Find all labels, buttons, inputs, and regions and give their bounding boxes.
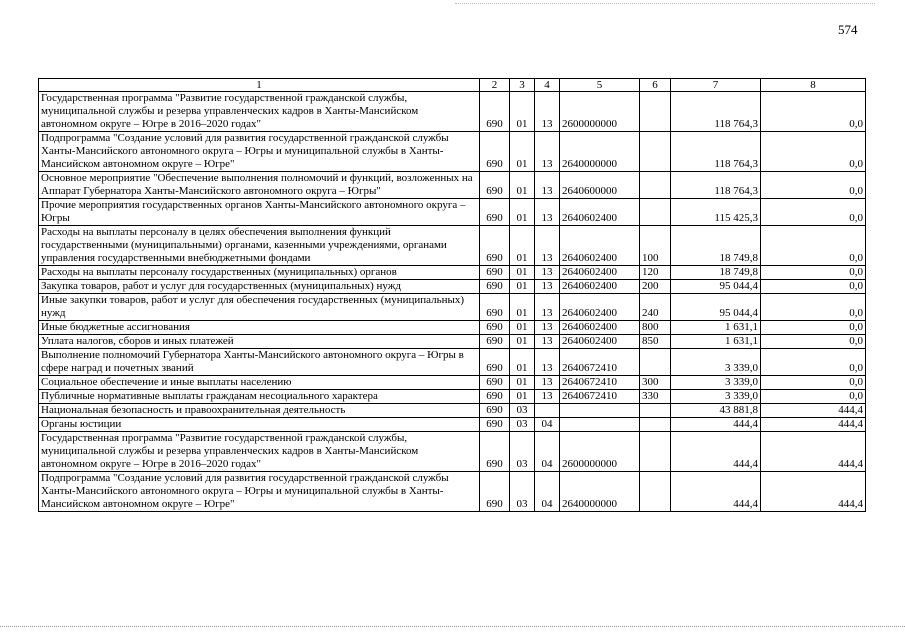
subsection-cell: 13 xyxy=(535,226,560,266)
expense-type-cell: 240 xyxy=(640,294,671,321)
section-cell: 01 xyxy=(510,349,535,376)
amount-cell: 18 749,8 xyxy=(671,266,761,280)
target-article-cell: 2640672410 xyxy=(560,349,640,376)
row-name-cell: Выполнение полномочий Губернатора Ханты-Мансийского автономного округа – Югры в сфере наград и почетных званий xyxy=(39,349,480,376)
subsection-cell: 13 xyxy=(535,280,560,294)
section-cell: 01 xyxy=(510,376,535,390)
section-cell: 03 xyxy=(510,418,535,432)
expense-type-cell xyxy=(640,172,671,199)
section-cell: 03 xyxy=(510,472,535,512)
subsection-cell: 13 xyxy=(535,172,560,199)
target-article-cell: 2640000000 xyxy=(560,132,640,172)
table-row xyxy=(39,390,866,404)
target-article-cell: 2640602400 xyxy=(560,280,640,294)
amount-cell: 3 339,0 xyxy=(671,349,761,376)
amount-cell: 118 764,3 xyxy=(671,92,761,132)
subsection-cell: 13 xyxy=(535,92,560,132)
header-cell: 8 xyxy=(761,79,866,92)
amount-cell: 444,4 xyxy=(671,472,761,512)
row-name-cell: Закупка товаров, работ и услуг для государственных (муниципальных) нужд xyxy=(39,280,480,294)
amount-cell: 43 881,8 xyxy=(671,404,761,418)
expense-type-cell: 850 xyxy=(640,335,671,349)
subsection-cell: 04 xyxy=(535,472,560,512)
expense-type-cell xyxy=(640,349,671,376)
admin-code-cell: 690 xyxy=(480,404,510,418)
table-row xyxy=(39,418,866,432)
row-name-cell: Публичные нормативные выплаты гражданам несоциального характера xyxy=(39,390,480,404)
expense-type-cell xyxy=(640,132,671,172)
page-number: 574 xyxy=(838,22,858,37)
section-cell: 01 xyxy=(510,92,535,132)
admin-code-cell: 690 xyxy=(480,294,510,321)
amount-subvention-cell: 0,0 xyxy=(761,172,866,199)
amount-cell: 3 339,0 xyxy=(671,390,761,404)
row-name-cell: Прочие мероприятия государственных органов Ханты-Мансийского автономного округа – Югры xyxy=(39,199,480,226)
amount-subvention-cell: 444,4 xyxy=(761,418,866,432)
header-cell: 5 xyxy=(560,79,640,92)
amount-cell: 95 044,4 xyxy=(671,280,761,294)
amount-subvention-cell: 0,0 xyxy=(761,280,866,294)
amount-subvention-cell: 0,0 xyxy=(761,321,866,335)
table-row xyxy=(39,321,866,335)
subsection-cell: 13 xyxy=(535,266,560,280)
table-row xyxy=(39,472,866,512)
row-name-cell: Подпрограмма "Создание условий для развития государственной гражданской службы Ханты-Мансийского автономного округа – Югры и муниципальной службы в Ханты-Мансийском автономном округе – Югре" xyxy=(39,472,480,512)
expense-type-cell xyxy=(640,404,671,418)
row-name-cell: Основное мероприятие "Обеспечение выполнения полномочий и функций, возложенных на Аппарат Губернатора Ханты-Мансийского автономного округа – Югры" xyxy=(39,172,480,199)
target-article-cell: 2640672410 xyxy=(560,390,640,404)
section-cell: 01 xyxy=(510,132,535,172)
row-name-cell: Расходы на выплаты персоналу в целях обеспечения выполнения функций государственными (муниципальными) органами, казенными учреждениями, органами управления государственными внебюджетными фондами xyxy=(39,226,480,266)
target-article-cell: 2640602400 xyxy=(560,266,640,280)
target-article-cell: 2640602400 xyxy=(560,335,640,349)
admin-code-cell: 690 xyxy=(480,266,510,280)
admin-code-cell: 690 xyxy=(480,132,510,172)
amount-cell: 118 764,3 xyxy=(671,172,761,199)
table-row xyxy=(39,349,866,376)
subsection-cell: 13 xyxy=(535,376,560,390)
target-article-cell: 2640602400 xyxy=(560,199,640,226)
amount-cell: 444,4 xyxy=(671,432,761,472)
amount-cell: 95 044,4 xyxy=(671,294,761,321)
row-name-cell: Иные закупки товаров, работ и услуг для обеспечения государственных (муниципальных) нужд xyxy=(39,294,480,321)
amount-subvention-cell: 0,0 xyxy=(761,335,866,349)
table-body xyxy=(39,92,866,512)
amount-subvention-cell: 0,0 xyxy=(761,92,866,132)
target-article-cell: 2600000000 xyxy=(560,432,640,472)
expense-type-cell xyxy=(640,418,671,432)
scan-artifact-top xyxy=(455,3,875,4)
table-row xyxy=(39,266,866,280)
section-cell: 01 xyxy=(510,226,535,266)
admin-code-cell: 690 xyxy=(480,418,510,432)
subsection-cell: 04 xyxy=(535,418,560,432)
expense-type-cell xyxy=(640,92,671,132)
header-cell: 4 xyxy=(535,79,560,92)
expense-type-cell: 330 xyxy=(640,390,671,404)
table-row xyxy=(39,199,866,226)
row-name-cell: Подпрограмма "Создание условий для развития государственной гражданской службы Ханты-Мансийского автономного округа – Югры и муниципальной службы в Ханты-Мансийском автономном округе – Югре" xyxy=(39,132,480,172)
header-cell: 7 xyxy=(671,79,761,92)
section-cell: 01 xyxy=(510,172,535,199)
table-row xyxy=(39,172,866,199)
amount-subvention-cell: 0,0 xyxy=(761,390,866,404)
table-row xyxy=(39,432,866,472)
table-row xyxy=(39,294,866,321)
target-article-cell: 2640602400 xyxy=(560,226,640,266)
admin-code-cell: 690 xyxy=(480,376,510,390)
expense-type-cell: 100 xyxy=(640,226,671,266)
section-cell: 03 xyxy=(510,404,535,418)
subsection-cell: 13 xyxy=(535,349,560,376)
target-article-cell: 2640602400 xyxy=(560,294,640,321)
section-cell: 03 xyxy=(510,432,535,472)
admin-code-cell: 690 xyxy=(480,390,510,404)
amount-subvention-cell: 0,0 xyxy=(761,132,866,172)
scan-artifact-bottom xyxy=(0,626,905,627)
header-cell: 1 xyxy=(39,79,480,92)
admin-code-cell: 690 xyxy=(480,349,510,376)
admin-code-cell: 690 xyxy=(480,335,510,349)
amount-subvention-cell: 444,4 xyxy=(761,432,866,472)
expense-type-cell: 200 xyxy=(640,280,671,294)
amount-cell: 18 749,8 xyxy=(671,226,761,266)
table-row xyxy=(39,404,866,418)
row-name-cell: Уплата налогов, сборов и иных платежей xyxy=(39,335,480,349)
amount-cell: 115 425,3 xyxy=(671,199,761,226)
admin-code-cell: 690 xyxy=(480,472,510,512)
row-name-cell: Иные бюджетные ассигнования xyxy=(39,321,480,335)
table-header-row xyxy=(39,79,866,92)
amount-subvention-cell: 444,4 xyxy=(761,404,866,418)
table-row xyxy=(39,376,866,390)
subsection-cell: 04 xyxy=(535,432,560,472)
row-name-cell: Национальная безопасность и правоохранительная деятельность xyxy=(39,404,480,418)
amount-cell: 3 339,0 xyxy=(671,376,761,390)
target-article-cell xyxy=(560,404,640,418)
table-row xyxy=(39,92,866,132)
admin-code-cell: 690 xyxy=(480,226,510,266)
amount-subvention-cell: 0,0 xyxy=(761,376,866,390)
admin-code-cell: 690 xyxy=(480,321,510,335)
subsection-cell: 13 xyxy=(535,199,560,226)
subsection-cell xyxy=(535,404,560,418)
amount-subvention-cell: 0,0 xyxy=(761,349,866,376)
expense-type-cell xyxy=(640,472,671,512)
amount-subvention-cell: 0,0 xyxy=(761,199,866,226)
budget-table xyxy=(38,78,866,512)
admin-code-cell: 690 xyxy=(480,92,510,132)
target-article-cell: 2640672410 xyxy=(560,376,640,390)
subsection-cell: 13 xyxy=(535,132,560,172)
target-article-cell: 2640600000 xyxy=(560,172,640,199)
target-article-cell xyxy=(560,418,640,432)
subsection-cell: 13 xyxy=(535,335,560,349)
header-cell: 2 xyxy=(480,79,510,92)
admin-code-cell: 690 xyxy=(480,199,510,226)
admin-code-cell: 690 xyxy=(480,280,510,294)
header-cell: 3 xyxy=(510,79,535,92)
target-article-cell: 2640602400 xyxy=(560,321,640,335)
amount-subvention-cell: 0,0 xyxy=(761,266,866,280)
table-row xyxy=(39,226,866,266)
section-cell: 01 xyxy=(510,266,535,280)
amount-cell: 118 764,3 xyxy=(671,132,761,172)
expense-type-cell xyxy=(640,199,671,226)
expense-type-cell: 800 xyxy=(640,321,671,335)
amount-subvention-cell: 0,0 xyxy=(761,294,866,321)
section-cell: 01 xyxy=(510,335,535,349)
row-name-cell: Государственная программа "Развитие государственной гражданской службы, муниципальной службы и резерва управленческих кадров в Ханты-Мансийском автономном округе – Югре в 2016–2020 годах" xyxy=(39,432,480,472)
subsection-cell: 13 xyxy=(535,321,560,335)
row-name-cell: Государственная программа "Развитие государственной гражданской службы, муниципальной службы и резерва управленческих кадров в Ханты-Мансийском автономном округе – Югре в 2016–2020 годах" xyxy=(39,92,480,132)
amount-cell: 444,4 xyxy=(671,418,761,432)
section-cell: 01 xyxy=(510,390,535,404)
section-cell: 01 xyxy=(510,280,535,294)
row-name-cell: Социальное обеспечение и иные выплаты населению xyxy=(39,376,480,390)
table-row xyxy=(39,335,866,349)
table-row xyxy=(39,280,866,294)
expense-type-cell xyxy=(640,432,671,472)
section-cell: 01 xyxy=(510,294,535,321)
amount-subvention-cell: 0,0 xyxy=(761,226,866,266)
amount-cell: 1 631,1 xyxy=(671,321,761,335)
header-cell: 6 xyxy=(640,79,671,92)
amount-subvention-cell: 444,4 xyxy=(761,472,866,512)
expense-type-cell: 120 xyxy=(640,266,671,280)
section-cell: 01 xyxy=(510,199,535,226)
subsection-cell: 13 xyxy=(535,294,560,321)
subsection-cell: 13 xyxy=(535,390,560,404)
expense-type-cell: 300 xyxy=(640,376,671,390)
section-cell: 01 xyxy=(510,321,535,335)
target-article-cell: 2640000000 xyxy=(560,472,640,512)
admin-code-cell: 690 xyxy=(480,172,510,199)
row-name-cell: Расходы на выплаты персоналу государственных (муниципальных) органов xyxy=(39,266,480,280)
row-name-cell: Органы юстиции xyxy=(39,418,480,432)
admin-code-cell: 690 xyxy=(480,432,510,472)
amount-cell: 1 631,1 xyxy=(671,335,761,349)
target-article-cell: 2600000000 xyxy=(560,92,640,132)
table-row xyxy=(39,132,866,172)
